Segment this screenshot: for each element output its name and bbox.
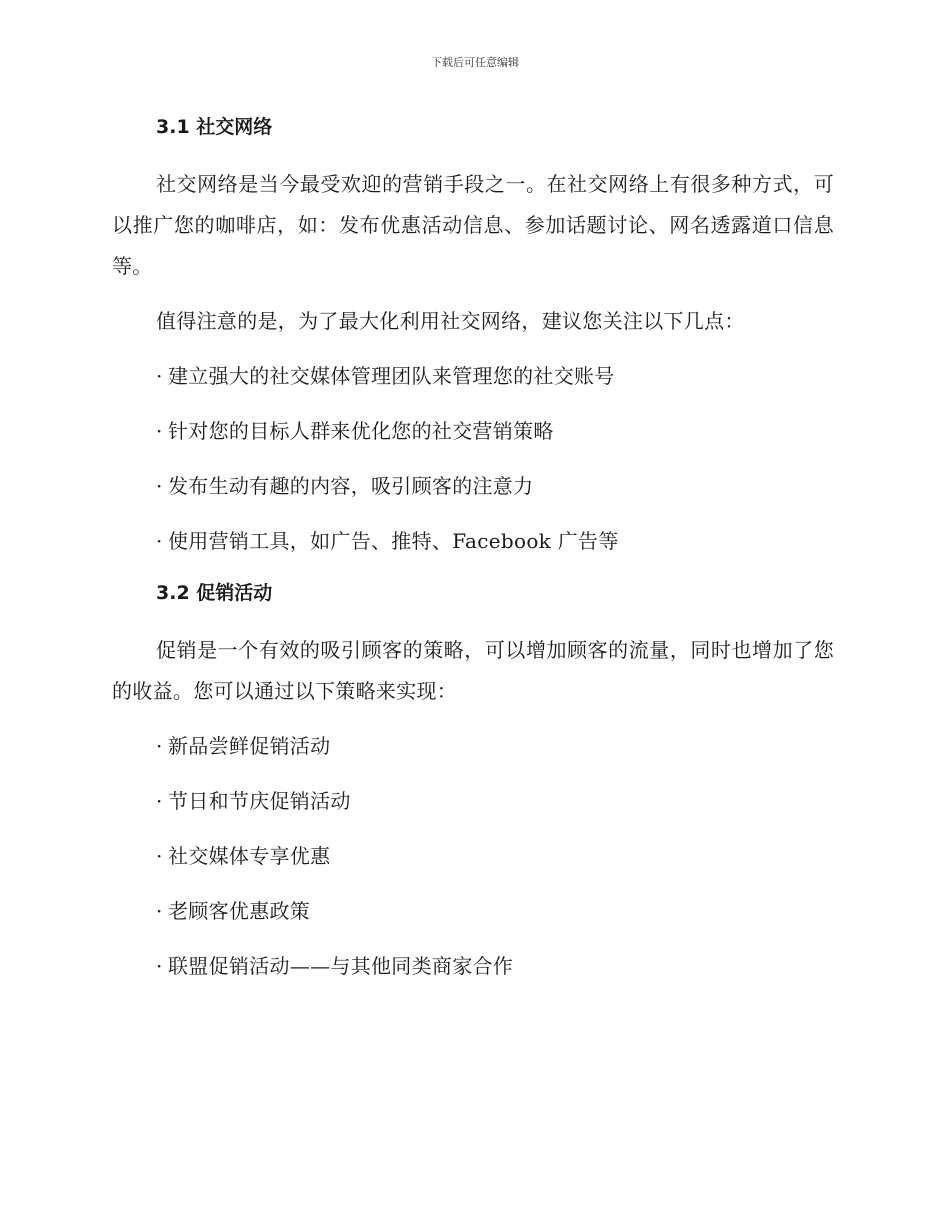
bullet-mark: · [156,899,163,923]
bullet-mark: · [156,789,163,813]
paragraph-promotions-intro: 促销是一个有效的吸引顾客的策略，可以增加顾客的流量，同时也增加了您的收益。您可以通过以下策略来实现： [112,638,834,703]
section-heading-promotions: 3.2 促销活动 [156,582,273,604]
list-item [156,356,834,397]
list-item [156,946,834,987]
bullet-mark: · [156,529,163,553]
paragraph-social-network-tips: 值得注意的是，为了最大化利用社交网络，建议您关注以下几点： [156,309,745,333]
bullet-mark: · [156,734,163,758]
list-item [156,521,834,562]
list-item [156,836,834,877]
document-body [112,110,834,1001]
list-item-text: 使用营销工具，如广告、推特、Facebook 广告等 [168,529,619,553]
list-item-text: 联盟促销活动——与其他同类商家合作 [168,954,514,978]
list-item [156,726,834,767]
list-item-text: 针对您的目标人群来优化您的社交营销策略 [168,419,554,443]
section-heading-social-network: 3.1 社交网络 [156,116,273,138]
paragraph-social-network-intro: 社交网络是当今最受欢迎的营销手段之一。在社交网络上有很多种方式，可以推广您的咖啡店，如：发布优惠活动信息、参加话题讨论、网名透露道口信息等。 [112,172,834,278]
bullet-mark: · [156,364,163,388]
page-header: 下载后可任意编辑 [431,56,519,69]
list-item-text: 节日和节庆促销活动 [168,789,351,813]
list-item [156,891,834,932]
list-item-text: 社交媒体专享优惠 [168,844,331,868]
list-item-text: 发布生动有趣的内容，吸引顾客的注意力 [168,474,534,498]
list-item [156,411,834,452]
bullet-mark: · [156,954,163,978]
bullet-mark: · [156,419,163,443]
bullet-mark: · [156,844,163,868]
list-item [156,466,834,507]
bullet-mark: · [156,474,163,498]
list-item-text: 老顾客优惠政策 [168,899,311,923]
list-item [156,781,834,822]
list-item-text: 建立强大的社交媒体管理团队来管理您的社交账号 [168,364,615,388]
list-item-text: 新品尝鲜促销活动 [168,734,331,758]
